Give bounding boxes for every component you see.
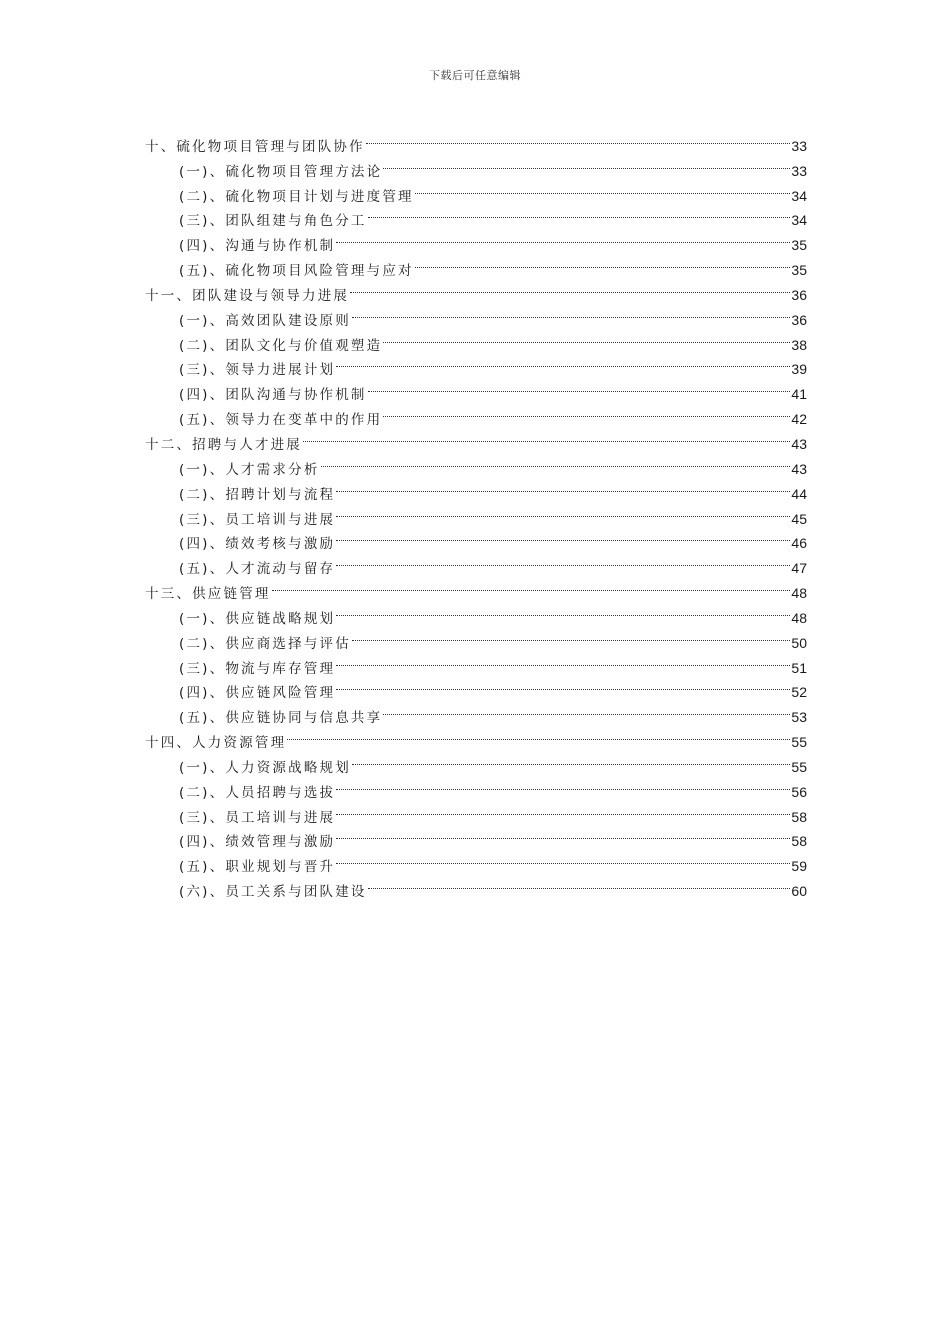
toc-page-number: 39 bbox=[791, 361, 807, 378]
toc-page-number: 33 bbox=[791, 137, 807, 154]
toc-chapter-row[interactable] bbox=[145, 126, 807, 155]
toc-page-number: 58 bbox=[791, 808, 807, 825]
toc-page-number: 52 bbox=[791, 684, 807, 701]
toc-page-number: 60 bbox=[791, 883, 807, 900]
toc-dot-leader bbox=[321, 449, 791, 474]
toc-entry-title: 十三、供应链管理 bbox=[145, 586, 271, 603]
toc-entry-title: (三)、物流与库存管理 bbox=[179, 660, 336, 677]
toc-page-number: 34 bbox=[791, 187, 807, 204]
toc-dot-leader bbox=[336, 772, 790, 797]
toc-dot-leader bbox=[336, 225, 790, 250]
toc-dot-leader bbox=[352, 623, 790, 648]
toc-page-number: 43 bbox=[791, 460, 807, 477]
toc-dot-leader bbox=[336, 846, 790, 871]
toc-page-number: 50 bbox=[791, 634, 807, 651]
toc-entry-title: (四)、绩效管理与激励 bbox=[179, 834, 336, 851]
toc-dot-leader bbox=[368, 871, 791, 896]
toc-page-number: 36 bbox=[791, 286, 807, 303]
toc-dot-leader bbox=[303, 424, 790, 449]
toc-entry-title: (一)、高效团队建设原则 bbox=[179, 312, 351, 329]
toc-entry-title: 十、硫化物项目管理与团队协作 bbox=[145, 138, 365, 155]
toc-dot-leader bbox=[336, 524, 790, 549]
toc-dot-leader bbox=[272, 573, 791, 598]
toc-dot-leader bbox=[383, 325, 790, 350]
table-of-contents bbox=[145, 126, 807, 901]
toc-entry-title: (一)、供应链战略规划 bbox=[179, 610, 336, 627]
toc-page-number: 59 bbox=[791, 858, 807, 875]
toc-entry-title: (三)、团队组建与角色分工 bbox=[179, 213, 367, 230]
toc-entry-title: (二)、供应商选择与评估 bbox=[179, 635, 351, 652]
toc-dot-leader bbox=[415, 250, 791, 275]
toc-entry-title: (三)、领导力进展计划 bbox=[179, 362, 336, 379]
toc-dot-leader bbox=[383, 151, 790, 176]
toc-dot-leader bbox=[366, 126, 791, 151]
toc-entry-title: (五)、职业规划与晋升 bbox=[179, 859, 336, 876]
toc-page-number: 45 bbox=[791, 510, 807, 527]
toc-entry-title: (五)、领导力在变革中的作用 bbox=[179, 412, 383, 429]
header-note: 下载后可任意编辑 bbox=[429, 69, 521, 82]
toc-dot-leader bbox=[336, 822, 790, 847]
toc-dot-leader bbox=[336, 797, 790, 822]
toc-entry-title: (一)、人才需求分析 bbox=[179, 461, 320, 478]
toc-entry-title: (四)、供应链风险管理 bbox=[179, 685, 336, 702]
toc-page-number: 48 bbox=[791, 585, 807, 602]
toc-page-number: 55 bbox=[791, 758, 807, 775]
toc-page-number: 35 bbox=[791, 237, 807, 254]
toc-dot-leader bbox=[336, 598, 790, 623]
toc-dot-leader bbox=[350, 275, 790, 300]
toc-entry-title: (四)、团队沟通与协作机制 bbox=[179, 387, 367, 404]
toc-entry-title: (一)、硫化物项目管理方法论 bbox=[179, 163, 383, 180]
toc-page-number: 53 bbox=[791, 709, 807, 726]
toc-page-number: 36 bbox=[791, 311, 807, 328]
toc-dot-leader bbox=[336, 673, 790, 698]
toc-page-number: 46 bbox=[791, 535, 807, 552]
toc-entry-title: (二)、团队文化与价值观塑造 bbox=[179, 337, 383, 354]
toc-page-number: 42 bbox=[791, 411, 807, 428]
toc-entry-title: (六)、员工关系与团队建设 bbox=[179, 884, 367, 901]
toc-page-number: 44 bbox=[791, 485, 807, 502]
toc-entry-title: (四)、沟通与协作机制 bbox=[179, 238, 336, 255]
toc-dot-leader bbox=[287, 722, 790, 747]
toc-dot-leader bbox=[368, 201, 791, 226]
toc-entry-title: 十二、招聘与人才进展 bbox=[145, 436, 302, 453]
toc-entry-title: (五)、硫化物项目风险管理与应对 bbox=[179, 263, 414, 280]
toc-page-number: 43 bbox=[791, 435, 807, 452]
toc-page-number: 41 bbox=[791, 386, 807, 403]
toc-dot-leader bbox=[336, 548, 790, 573]
toc-page-number: 55 bbox=[791, 734, 807, 751]
toc-page-number: 58 bbox=[791, 833, 807, 850]
toc-dot-leader bbox=[415, 176, 791, 201]
toc-dot-leader bbox=[336, 474, 790, 499]
toc-dot-leader bbox=[352, 747, 790, 772]
toc-entry-title: (三)、员工培训与进展 bbox=[179, 809, 336, 826]
toc-page-number: 48 bbox=[791, 609, 807, 626]
toc-page-number: 34 bbox=[791, 212, 807, 229]
toc-entry-title: (一)、人力资源战略规划 bbox=[179, 759, 351, 776]
toc-dot-leader bbox=[383, 399, 790, 424]
toc-page-number: 33 bbox=[791, 162, 807, 179]
toc-page-number: 51 bbox=[791, 659, 807, 676]
toc-dot-leader bbox=[336, 499, 790, 524]
toc-entry-title: (四)、绩效考核与激励 bbox=[179, 536, 336, 553]
toc-entry-title: 十四、人力资源管理 bbox=[145, 735, 287, 752]
toc-dot-leader bbox=[368, 374, 791, 399]
toc-page-number: 56 bbox=[791, 783, 807, 800]
toc-dot-leader bbox=[336, 350, 790, 375]
toc-dot-leader bbox=[336, 648, 790, 673]
toc-entry-title: 十一、团队建设与领导力进展 bbox=[145, 287, 350, 304]
toc-entry-title: (二)、硫化物项目计划与进度管理 bbox=[179, 188, 414, 205]
toc-page-number: 38 bbox=[791, 336, 807, 353]
toc-entry-title: (二)、招聘计划与流程 bbox=[179, 486, 336, 503]
toc-page-number: 47 bbox=[791, 560, 807, 577]
toc-dot-leader bbox=[352, 300, 790, 325]
toc-dot-leader bbox=[383, 697, 790, 722]
toc-entry-title: (二)、人员招聘与选拔 bbox=[179, 784, 336, 801]
toc-page-number: 35 bbox=[791, 262, 807, 279]
toc-entry-title: (五)、供应链协同与信息共享 bbox=[179, 710, 383, 727]
toc-entry-title: (五)、人才流动与留存 bbox=[179, 561, 336, 578]
toc-entry-title: (三)、员工培训与进展 bbox=[179, 511, 336, 528]
